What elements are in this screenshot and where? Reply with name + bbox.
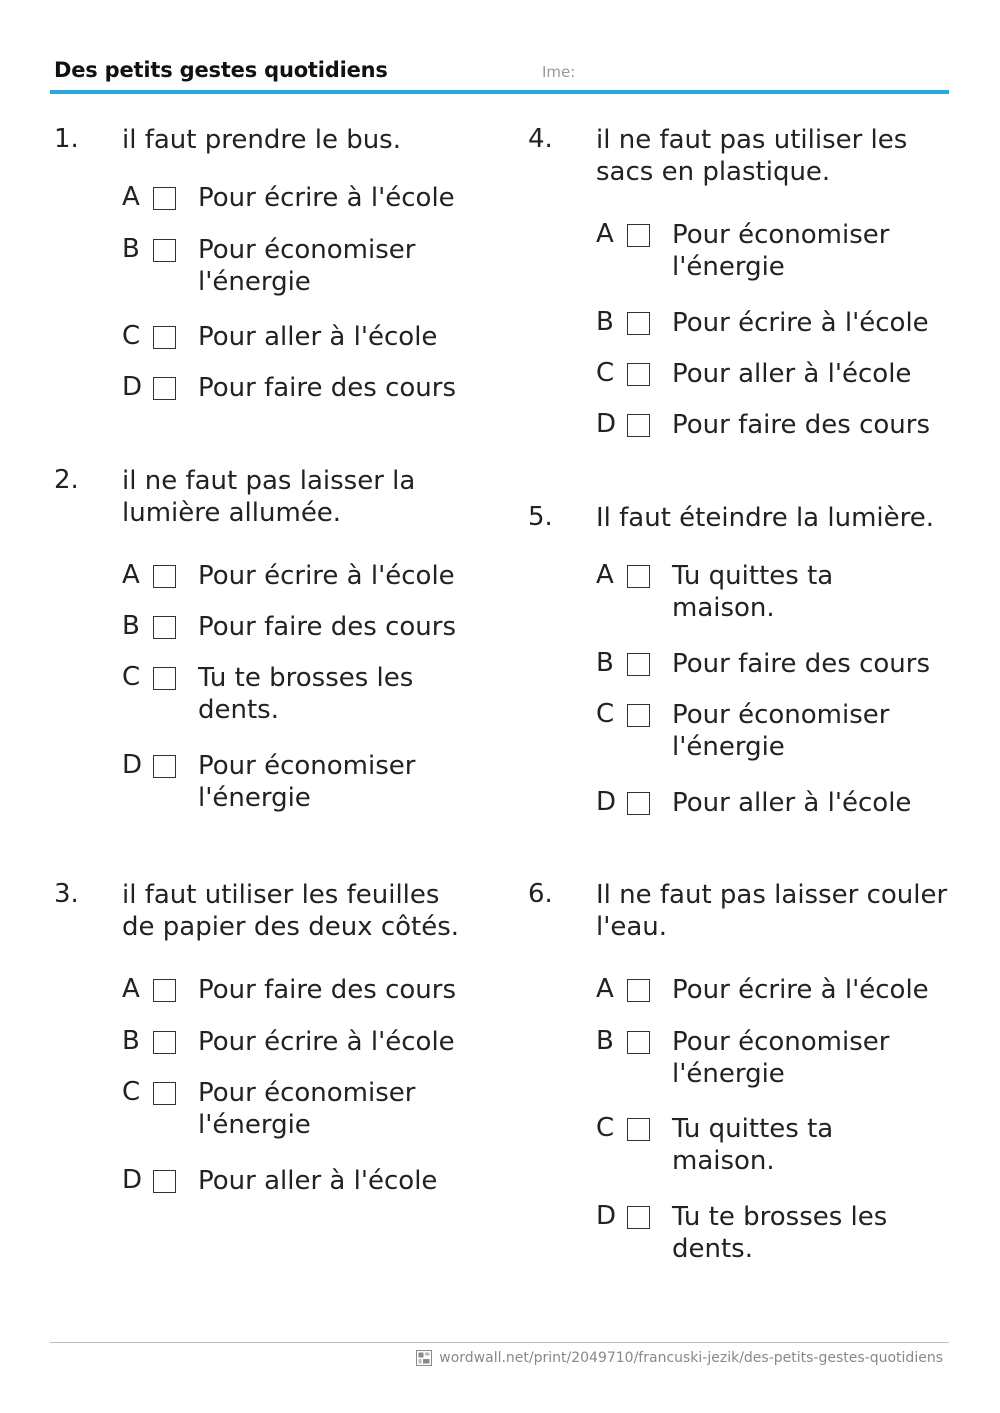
question-number: 5. [528,502,553,532]
option-letter: B [122,1026,140,1056]
header-divider [50,90,949,94]
option-letter: D [596,1201,617,1231]
option-letter: C [122,662,141,692]
checkbox[interactable] [627,1118,650,1141]
checkbox[interactable] [153,187,176,210]
option-letter: B [596,307,614,337]
option-letter: D [122,750,143,780]
option-text: Pour économiser l'énergie [672,1027,890,1089]
footer [416,1350,943,1366]
option-letter: C [596,1113,615,1143]
checkbox[interactable] [153,755,176,778]
question-number: 3. [54,879,79,909]
checkbox[interactable] [153,979,176,1002]
option-text: Pour faire des cours [198,612,457,642]
option-text: Pour économiser l'énergie [198,235,416,297]
option-text: Tu quittes ta maison. [672,1114,834,1176]
option-text: Pour aller à l'école [198,1166,438,1196]
option-text: Pour économiser l'énergie [672,220,890,282]
checkbox[interactable] [627,704,650,727]
checkbox[interactable] [627,792,650,815]
option-text: Tu quittes ta maison. [672,561,834,623]
checkbox[interactable] [153,1031,176,1054]
option-letter: C [596,699,615,729]
option-text: Pour écrire à l'école [198,183,455,213]
checkbox[interactable] [627,653,650,676]
option-letter: A [122,560,140,590]
wordwall-logo-icon [416,1350,432,1366]
option-letter: B [122,234,140,264]
checkbox[interactable] [627,1206,650,1229]
checkbox[interactable] [627,312,650,335]
option-letter: A [122,974,140,1004]
checkbox[interactable] [627,414,650,437]
question-number: 1. [54,124,79,154]
option-text: Tu te brosses les dents. [672,1202,888,1264]
option-text: Pour économiser l'énergie [198,1078,416,1140]
checkbox[interactable] [627,363,650,386]
option-letter: A [122,182,140,212]
question-text: il ne faut pas utiliser les sacs en plastique. [596,125,908,187]
option-letter: C [122,321,141,351]
question-text: Il faut éteindre la lumière. [596,503,934,533]
option-letter: B [596,648,614,678]
option-letter: D [596,787,617,817]
question-number: 4. [528,124,553,154]
checkbox[interactable] [153,377,176,400]
option-text: Pour économiser l'énergie [672,700,890,762]
checkbox[interactable] [153,565,176,588]
option-text: Pour faire des cours [198,975,457,1005]
option-text: Pour faire des cours [672,410,931,440]
checkbox[interactable] [153,1082,176,1105]
option-letter: B [596,1026,614,1056]
option-letter: B [122,611,140,641]
option-text: Pour aller à l'école [198,322,438,352]
option-text: Pour écrire à l'école [198,561,455,591]
question-text: il faut utiliser les feuilles de papier des deux côtés. [122,880,460,942]
question-number: 6. [528,879,553,909]
footer-url[interactable]: wordwall.net/print/2049710/francuski-jezik/des-petits-gestes-quotidiens [439,1350,943,1366]
option-text: Pour faire des cours [672,649,931,679]
option-letter: D [596,409,617,439]
checkbox[interactable] [627,1031,650,1054]
option-text: Pour écrire à l'école [672,308,929,338]
footer-divider [50,1342,949,1343]
option-text: Pour écrire à l'école [672,975,929,1005]
option-text: Pour aller à l'école [672,359,912,389]
question-text: il ne faut pas laisser la lumière allumée. [122,466,416,528]
checkbox[interactable] [153,667,176,690]
option-letter: D [122,1165,143,1195]
option-letter: C [596,358,615,388]
question-text: Il ne faut pas laisser couler l'eau. [596,880,948,942]
checkbox[interactable] [153,1170,176,1193]
option-letter: D [122,372,143,402]
option-text: Tu te brosses les dents. [198,663,414,725]
worksheet-header [50,56,949,92]
page-title: Des petits gestes quotidiens [54,58,388,82]
name-field-label: Ime: [542,63,576,81]
option-letter: A [596,560,614,590]
checkbox[interactable] [153,239,176,262]
question-text: il faut prendre le bus. [122,125,401,155]
question-number: 2. [54,465,79,495]
option-text: Pour économiser l'énergie [198,751,416,813]
option-letter: A [596,974,614,1004]
option-text: Pour aller à l'école [672,788,912,818]
checkbox[interactable] [153,616,176,639]
checkbox[interactable] [627,224,650,247]
option-letter: A [596,219,614,249]
checkbox[interactable] [153,326,176,349]
option-text: Pour écrire à l'école [198,1027,455,1057]
checkbox[interactable] [627,979,650,1002]
checkbox[interactable] [627,565,650,588]
option-text: Pour faire des cours [198,373,457,403]
option-letter: C [122,1077,141,1107]
